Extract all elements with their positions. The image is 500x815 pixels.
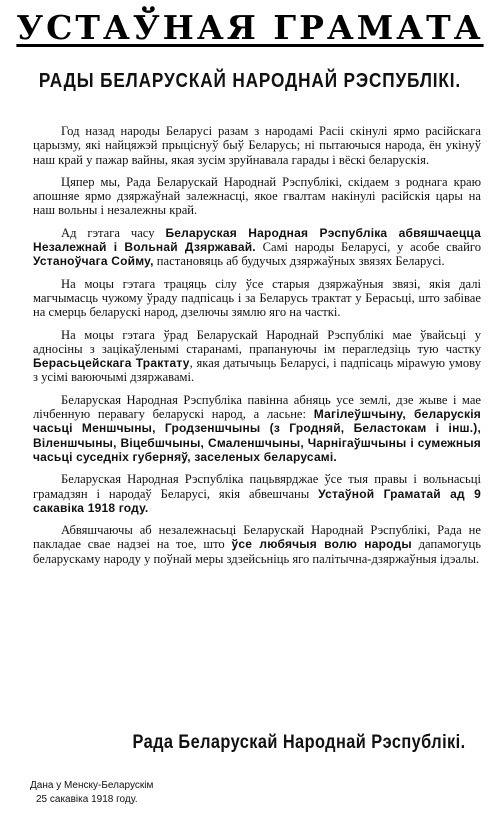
document-subtitle: РАДЫ БЕЛАРУСКАЙ НАРОДНАЙ РЭСПУБЛІКІ. [38, 70, 462, 92]
paragraph-text: Ад гэтага часу [61, 225, 166, 240]
paragraph-text: , якая датычыць Беларусі, і падпісаць мірawую умову з усімі ваюючымі дзяржавамі. [33, 356, 481, 385]
place-and-date [30, 779, 153, 807]
date-line: 25 сакавіка 1918 году. [36, 794, 138, 805]
paragraph [33, 175, 481, 218]
paragraph [33, 472, 481, 515]
paragraph-text: Год назад народы Беларусі разам з народамі Расіі скінулі ярмо расійскага царызму, які найцяжэй прыціснуў быў Беларусь; ні пытаючыся народа, ён укінуў наш край у пажар вайны, якая зусім зруйнавала гарады і вёскі беларускія. [33, 124, 481, 167]
paragraph [33, 393, 481, 464]
emphasis-text: Магілеўшчыну, беларускія часьці Меншчыны, Гродзеншчыны (з Гродняй, Беластокам і інш.), Віленшчыны, Віцебшчыны, Смаленшчыны, Чарнігаўшчыны і сумежныя часьці суседніх губерняў, заселеных беларусамі. [33, 407, 481, 464]
emphasis-text: Беларуская Народная Рэспубліка абвяшчаецца Незалежнай і Вольнай Дзяржавай. [33, 225, 481, 255]
emphasis-text: Берасьцейскага Трактату [33, 356, 190, 371]
paragraph-text: На моцы гэтага трацяць сілу ўсе старыя дзяржаўныя звязі, якія далі магчымасць чужому ўраду падпісаць і за Беларусь трактат у Берасьці, што забівае на смерць беларускі народ, дзелючы зямлю яго на часткі. [33, 276, 481, 320]
paragraph-text: дапамогуць беларускаму народу у поўнай меры здзейсьніць яго палітычна-дзяржаўныя ідэалы. [33, 537, 481, 566]
emphasis-text: Устаўной Граматай ад 9 сакавіка 1918 году. [33, 486, 481, 515]
paragraph-text: На моцы гэтага ўрад Беларускай Народнай Рэспублікі мае ўвайсьці у адносіны з зацікаўленымі старанамі, прапануючы ім перагледзіць тую частку [33, 327, 481, 356]
signature: Рада Беларускай Народнай Рэспублікі. [132, 732, 466, 753]
document-body [33, 124, 481, 574]
paragraph [33, 523, 481, 566]
paragraph-text: пастановяць аб будучых дзяржаўных звязях Беларусі. [153, 254, 445, 269]
paragraph [33, 226, 481, 269]
paragraph-text: Беларуская Народная Рэспубліка пацьвярджае ўсе тыя правы і вольнасьці грамадзян і народаў Беларусі, якія абвешчаны [33, 472, 481, 501]
emphasis-text: Устаноўчага Сойму, [33, 254, 154, 269]
paragraph [33, 277, 481, 320]
emphasis-text: ўсе любячыя волю народы [231, 537, 412, 552]
document-title: УСТАЎНАЯ ГРАМАТА [16, 8, 484, 47]
paragraph-text: Самі народы Беларусі, у асобе свайго [255, 240, 481, 255]
place-line: Дана у Менску-Беларускім [30, 780, 154, 791]
paragraph-text: Цяпер мы, Рада Беларускай Народнай Рэспублікі, скідаем з роднага краю апошняе ярмо дзяржаўнай залежнасці, якое гвалтам накінулі расійскія цары на наш вольны і незалежны край. [33, 174, 481, 218]
paragraph-text: Абвяшчаючы аб незалежнасьці Беларускай Народнай Рэспублікі, Рада не пакладае свае надзеі на тое, што [33, 523, 481, 552]
paragraph [33, 124, 481, 167]
paragraph-text: Беларуская Народная Рэспубліка павінна абняць усе землі, дзе жыве і мае лічбенную перавагу беларускі народ, а ласьне: [33, 392, 481, 422]
paragraph [33, 328, 481, 385]
